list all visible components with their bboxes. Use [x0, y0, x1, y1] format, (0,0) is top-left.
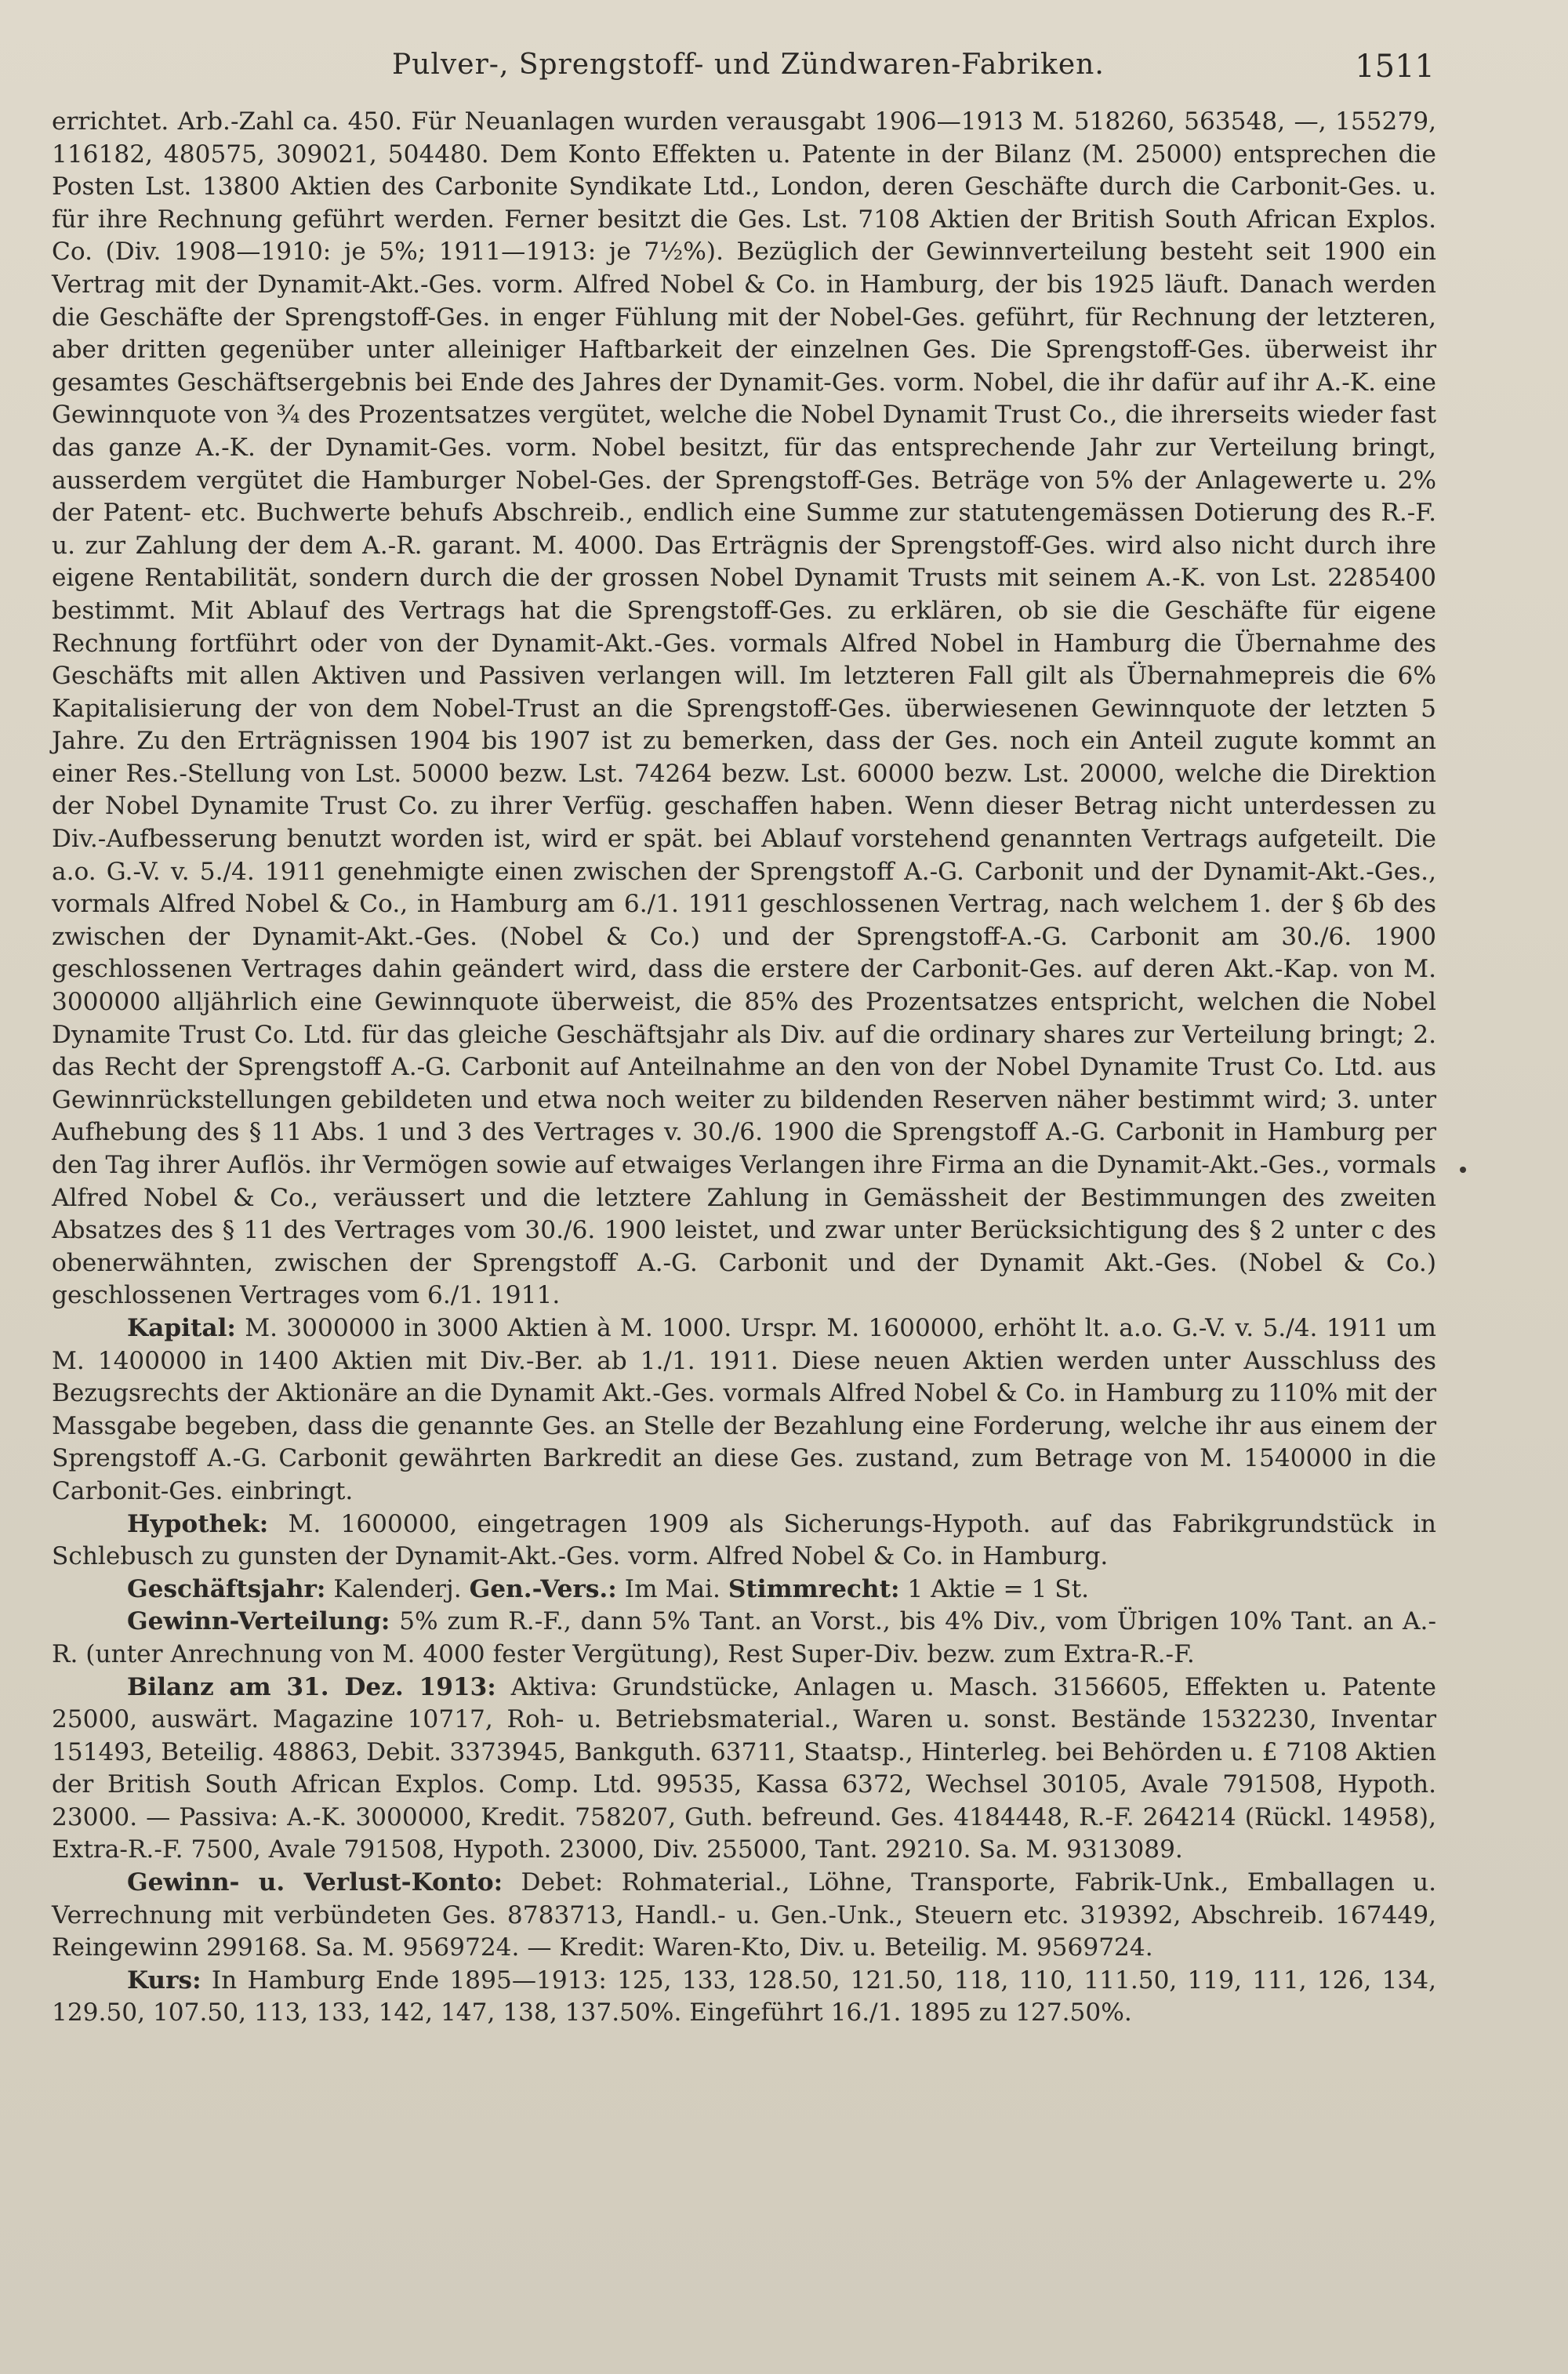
body-text: [52, 106, 1436, 2030]
stimmrecht-text: 1 Aktie = 1 St.: [899, 1574, 1090, 1603]
gewinn-verlust-label: Gewinn- u. Verlust-Konto:: [127, 1868, 503, 1897]
margin-ink-dot: [1460, 1167, 1466, 1173]
gewinn-verteilung-label: Gewinn-Verteilung:: [127, 1607, 390, 1636]
hypothek-text: M. 1600000, eingetragen 1909 als Sicherungs-Hypoth. auf das Fabrikgrundstück in Schlebusch zu gunsten der Dynamit-Akt.-Ges. vorm. Alfred Nobel & Co. in Hamburg.: [52, 1509, 1436, 1571]
kurs-label: Kurs:: [127, 1966, 201, 1995]
kurs-text: In Hamburg Ende 1895—1913: 125, 133, 128.50, 121.50, 118, 110, 111.50, 119, 111, 126, 134, 129.50, 107.50, 113, 133, 142, 147, 138, 137.50%. Eingeführt 16./1. 1895 zu 127.50%.: [52, 1966, 1436, 2027]
bilanz-label: Bilanz am 31. Dez. 1913:: [127, 1672, 496, 1701]
kapital-text: M. 3000000 in 3000 Aktien à M. 1000. Urspr. M. 1600000, erhöht lt. a.o. G.-V. v. 5./4. 1911 um M. 1400000 in 1400 Aktien mit Div.-Ber. ab 1./1. 1911. Diese neuen Aktien werden unter Ausschluss des Bezugsrechts der Aktionäre an die Dynamit Akt.-Ges. vormals Alfred Nobel & Co. in Hamburg zu 110% mit der Massgabe begeben, dass die genannte Ges. an Stelle der Bezahlung eine Forderung, welche ihr aus einem der Sprengstoff A.-G. Carbonit gewährten Barkredit an diese Ges. zustand, zum Betrage von M. 1540000 in die Carbonit-Ges. einbringt.: [52, 1313, 1436, 1505]
paragraph-gewinn-verteilung: [52, 1606, 1436, 1671]
paragraph-kapital: [52, 1312, 1436, 1508]
paragraph-kurs: [52, 1965, 1436, 2030]
paragraph-history: errichtet. Arb.-Zahl ca. 450. Für Neuanlagen wurden verausgabt 1906—1913 M. 518260, 563548, —, 155279, 116182, 480575, 309021, 504480. Dem Konto Effekten u. Patente in der Bilanz (M. 25000) entsprechen die Posten Lst. 13800 Aktien des Carbonite Syndikate Ltd., London, deren Geschäfte durch die Carbonit-Ges. u. für ihre Rechnung geführt werden. Ferner besitzt die Ges. Lst. 7108 Aktien der British South African Explos. Co. (Div. 1908—1910: je 5%; 1911—1913: je 7½%). Bezüglich der Gewinnverteilung besteht seit 1900 ein Vertrag mit der Dynamit-Akt.-Ges. vorm. Alfred Nobel & Co. in Hamburg, der bis 1925 läuft. Danach werden die Geschäfte der Sprengstoff-Ges. in enger Fühlung mit der Nobel-Ges. geführt, für Rechnung der letzteren, aber dritten gegenüber unter alleiniger Haftbarkeit der einzelnen Ges. Die Sprengstoff-Ges. überweist ihr gesamtes Geschäftsergebnis bei Ende des Jahres der Dynamit-Ges. vorm. Nobel, die ihr dafür auf ihr A.-K. eine Gewinnquote von ¾ des Prozentsatzes vergütet, welche die Nobel Dynamit Trust Co., die ihrerseits wieder fast das ganze A.-K. der Dynamit-Ges. vorm. Nobel besitzt, für das entsprechende Jahr zur Verteilung bringt, ausserdem vergütet die Hamburger Nobel-Ges. der Sprengstoff-Ges. Beträge von 5% der Anlagewerte u. 2% der Patent- etc. Buchwerte behufs Abschreib., endlich eine Summe zur statutengemässen Dotierung des R.-F. u. zur Zahlung der dem A.-R. garant. M. 4000. Das Erträgnis der Sprengstoff-Ges. wird also nicht durch ihre eigene Rentabilität, sondern durch die der grossen Nobel Dynamit Trusts mit seinem A.-K. von Lst. 2285400 bestimmt. Mit Ablauf des Vertrags hat die Sprengstoff-Ges. zu erklären, ob sie die Geschäfte für eigene Rechnung fortführt oder von der Dynamit-Akt.-Ges. vormals Alfred Nobel in Hamburg die Übernahme des Geschäfts mit allen Aktiven und Passiven verlangen will. Im letzteren Fall gilt als Übernahmepreis die 6% Kapitalisierung der von dem Nobel-Trust an die Sprengstoff-Ges. überwiesenen Gewinnquote der letzten 5 Jahre. Zu den Erträgnissen 1904 bis 1907 ist zu bemerken, dass der Ges. noch ein Anteil zugute kommt an einer Res.-Stellung von Lst. 50000 bezw. Lst. 74264 bezw. Lst. 60000 bezw. Lst. 20000, welche die Direktion der Nobel Dynamite Trust Co. zu ihrer Verfüg. geschaffen haben. Wenn dieser Betrag nicht unterdessen zu Div.-Aufbesserung benutzt worden ist, wird er spät. bei Ablauf vorstehend genannten Vertrags aufgeteilt. Die a.o. G.-V. v. 5./4. 1911 genehmigte einen zwischen der Sprengstoff A.-G. Carbonit und der Dynamit-Akt.-Ges., vormals Alfred Nobel & Co., in Hamburg am 6./1. 1911 geschlossenen Vertrag, nach welchem 1. der § 6b des zwischen der Dynamit-Akt.-Ges. (Nobel & Co.) und der Sprengstoff-A.-G. Carbonit am 30./6. 1900 geschlossenen Vertrages dahin geändert wird, dass die erstere der Carbonit-Ges. auf deren Akt.-Kap. von M. 3000000 alljährlich eine Gewinnquote überweist, die 85% des Prozentsatzes entspricht, welchen die Nobel Dynamite Trust Co. Ltd. für das gleiche Geschäftsjahr als Div. auf die ordinary shares zur Verteilung bringt; 2. das Recht der Sprengstoff A.-G. Carbonit auf Anteilnahme an den von der Nobel Dynamite Trust Co. Ltd. aus Gewinnrückstellungen gebildeten und etwa noch weiter zu bildenden Reserven näher bestimmt wird; 3. unter Aufhebung des § 11 Abs. 1 und 3 des Vertrages v. 30./6. 1900 die Sprengstoff A.-G. Carbonit in Hamburg per den Tag ihrer Auflös. ihr Vermögen sowie auf etwaiges Verlangen ihre Firma an die Dynamit-Akt.-Ges., vormals Alfred Nobel & Co., veräussert und die letztere Zahlung in Gemässheit der Bestimmungen des zweiten Absatzes des § 11 des Vertrages vom 30./6. 1900 leistet, und zwar unter Berücksichtigung des § 2 unter c des obenerwähnten, zwischen der Sprengstoff A.-G. Carbonit und der Dynamit Akt.-Ges. (Nobel & Co.) geschlossenen Vertrages vom 6./1. 1911.: [52, 107, 1436, 1310]
page-number: 1511: [1355, 49, 1435, 85]
paragraph-geschaeftsjahr: [52, 1574, 1436, 1606]
kapital-label: Kapital:: [127, 1313, 236, 1342]
gen-vers-label: Gen.-Vers.:: [469, 1574, 617, 1603]
paragraph-bilanz: [52, 1672, 1436, 1868]
running-title: Pulver-, Sprengstoff- und Zündwaren-Fabriken.: [392, 49, 1105, 81]
page-header: [0, 49, 1568, 96]
paragraph-gewinn-verlust-konto: [52, 1867, 1436, 1965]
geschaeftsjahr-label: Geschäftsjahr:: [127, 1574, 326, 1603]
stimmrecht-label: Stimmrecht:: [728, 1574, 900, 1603]
bilanz-text: Aktiva: Grundstücke, Anlagen u. Masch. 3156605, Effekten u. Patente 25000, auswärt. Magazine 10717, Roh- u. Betriebsmaterial., Waren u. sonst. Bestände 1532230, Inventar 151493, Beteilig. 48863, Debit. 3373945, Bankguth. 63711, Staatsp., Hinterleg. bei Behörden u. £ 7108 Aktien der British South African Explos. Comp. Ltd. 99535, Kassa 6372, Wechsel 30105, Avale 791508, Hypoth. 23000. — Passiva: A.-K. 3000000, Kredit. 758207, Guth. befreund. Ges. 4184448, R.-F. 264214 (Rückl. 14958), Extra-R.-F. 7500, Avale 791508, Hypoth. 23000, Div. 255000, Tant. 29210. Sa. M. 9313089.: [52, 1672, 1436, 1864]
paragraph-hypothek: [52, 1508, 1436, 1574]
gewinn-verlust-text: Debet: Rohmaterial., Löhne, Transporte, Fabrik-Unk., Emballagen u. Verrechnung mit verbündeten Ges. 8783713, Handl.- u. Gen.-Unk., Steuern etc. 319392, Abschreib. 167449, Reingewinn 299168. Sa. M. 9569724. — Kredit: Waren-Kto, Div. u. Beteilig. M. 9569724.: [52, 1868, 1436, 1962]
gewinn-verteilung-text: 5% zum R.-F., dann 5% Tant. an Vorst., bis 4% Div., vom Übrigen 10% Tant. an A.-R. (unter Anrechnung von M. 4000 fester Vergütung), Rest Super-Div. bezw. zum Extra-R.-F.: [52, 1607, 1436, 1668]
hypothek-label: Hypothek:: [127, 1509, 269, 1538]
gen-vers-text: Im Mai.: [616, 1574, 728, 1603]
geschaeftsjahr-text: Kalenderj.: [325, 1574, 470, 1603]
